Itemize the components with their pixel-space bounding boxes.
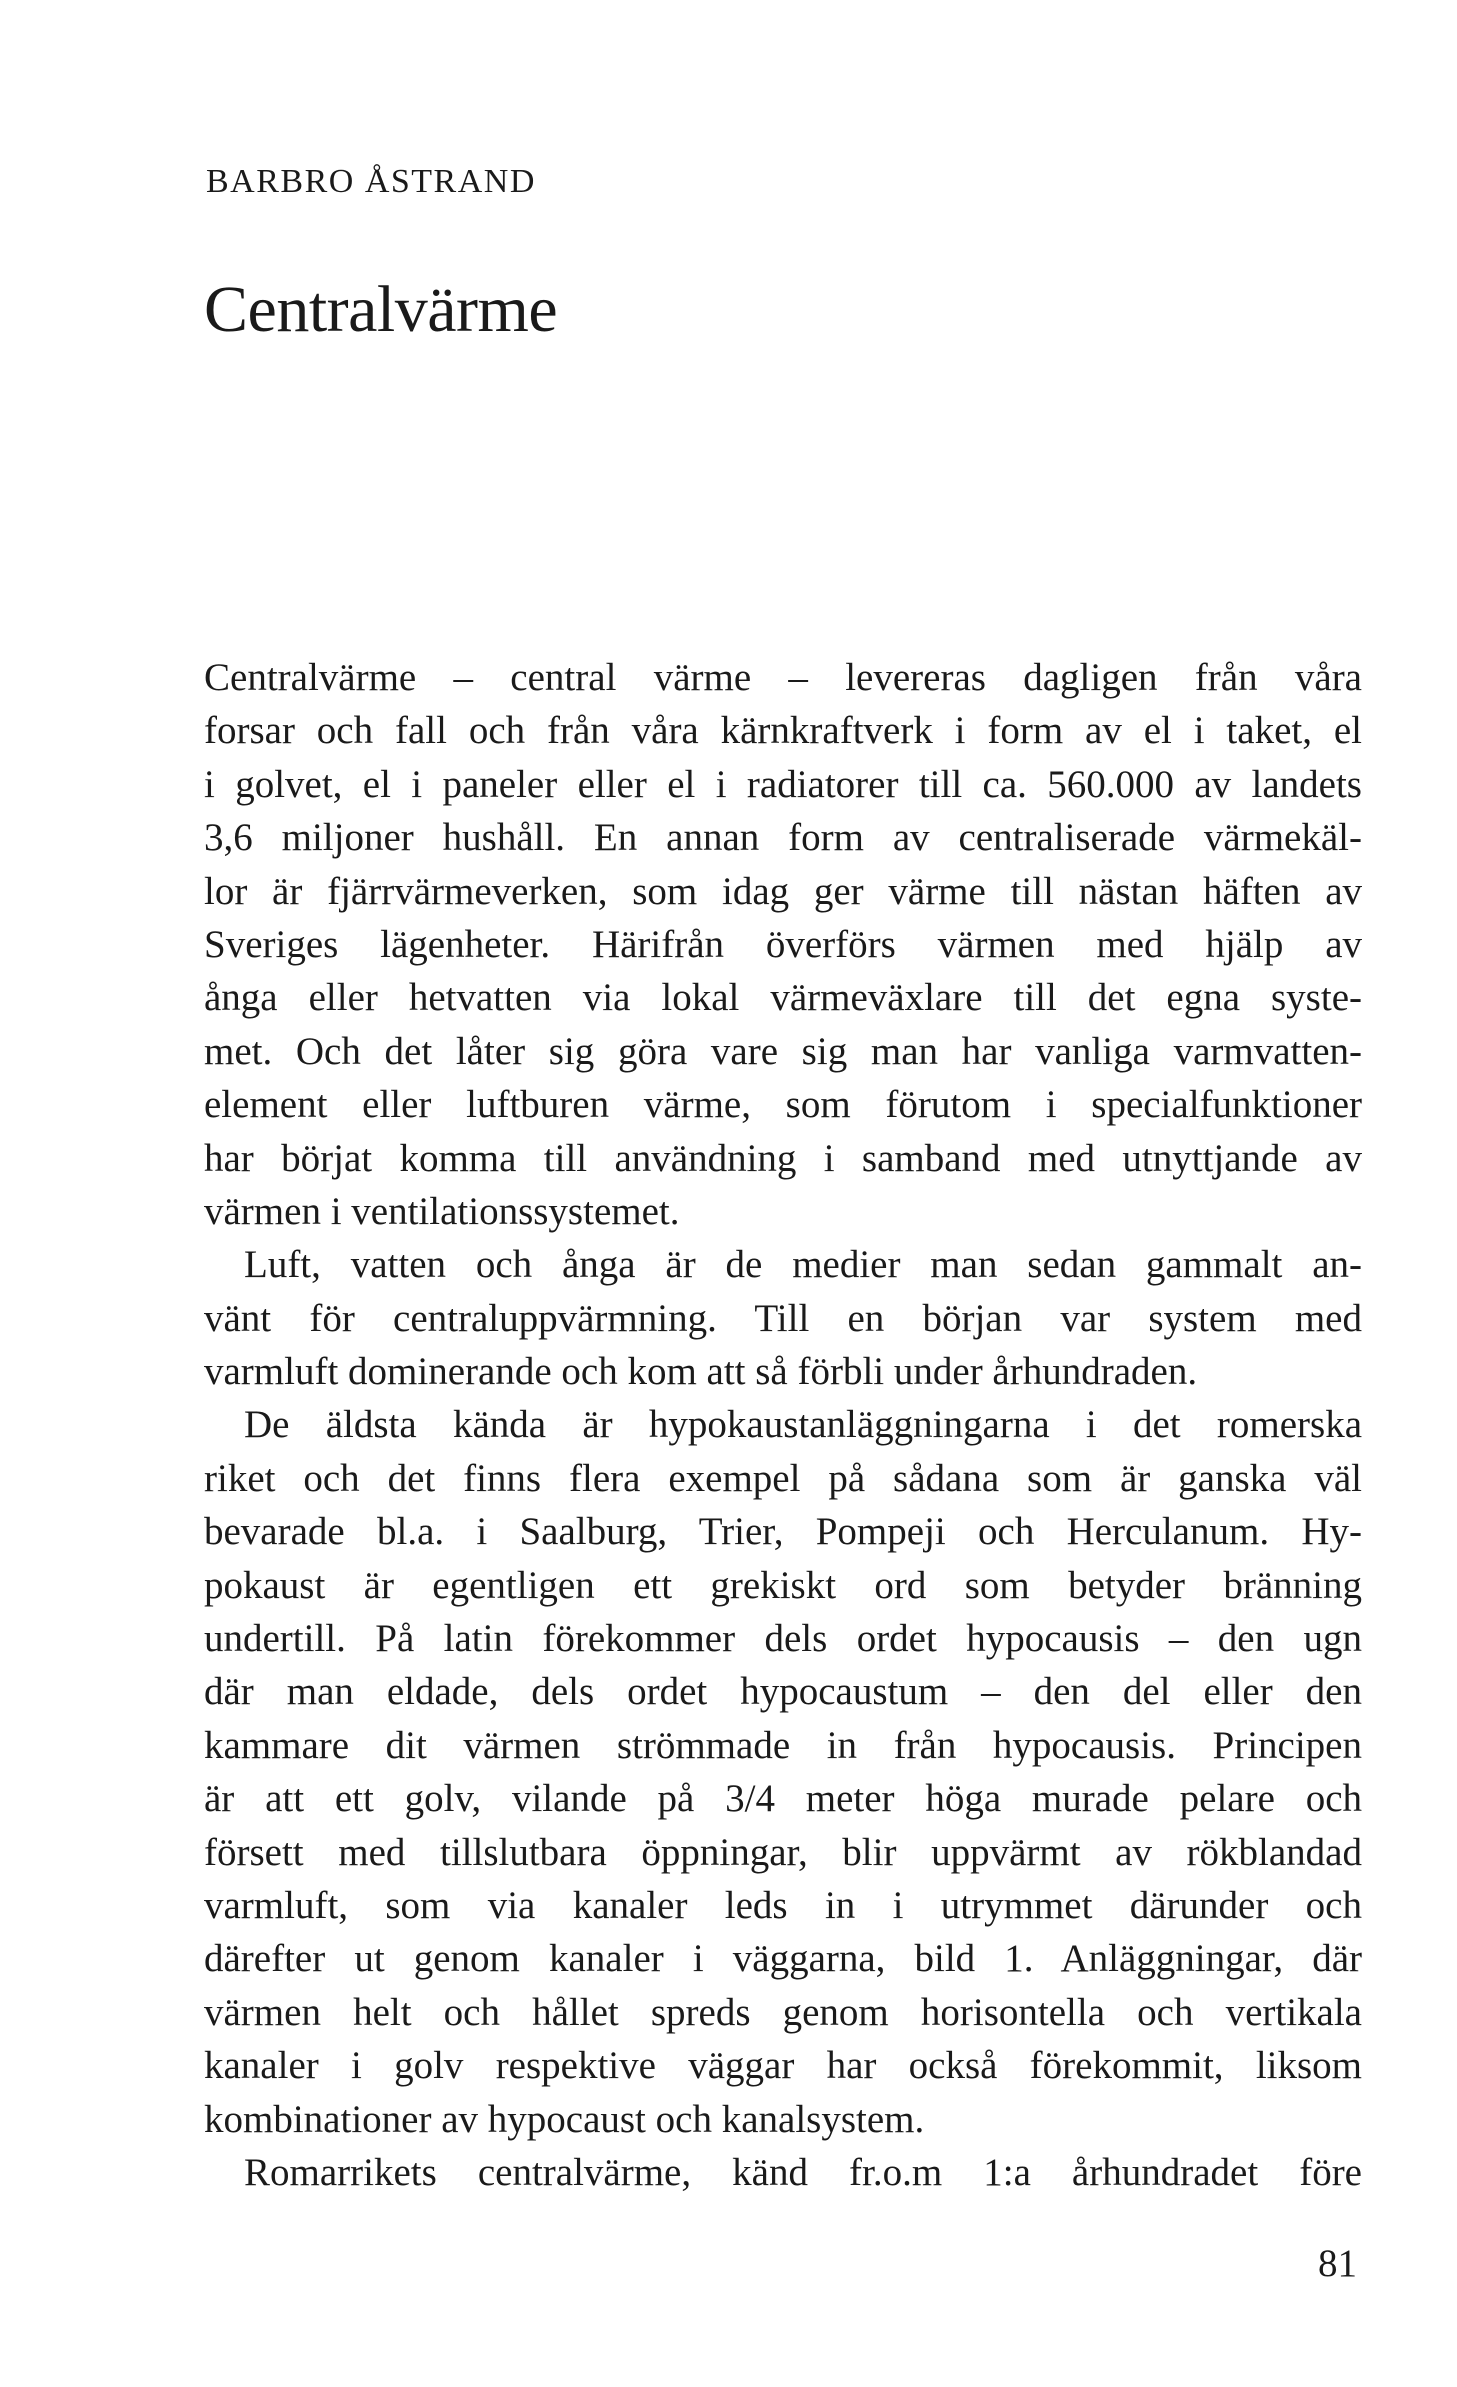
text-line: forsar och fall och från våra kärnkraftverk i form av el i taket, el [204,709,1362,753]
text-line: element eller luftburen värme, som förutom i specialfunktioner [204,1083,1362,1127]
text-line: De äldsta kända är hypokaustanläggningarna i det romerska [244,1403,1362,1447]
text-line: lor är fjärrvärmeverken, som idag ger värme till nästan häften av [204,869,1362,913]
text-line: kombinationer av hypocaust och kanalsystem. [204,2097,925,2141]
text-line: varmluft dominerande och kom att så förbli under århundraden. [204,1350,1198,1394]
text-line: Luft, vatten och ånga är de medier man sedan gammalt an- [244,1243,1362,1287]
text-line: värmen helt och hållet spreds genom horisontella och vertikala [204,1990,1362,2034]
text-line: därefter ut genom kanaler i väggarna, bild 1. Anläggningar, där [204,1937,1362,1981]
text-line: kanaler i golv respektive väggar har också förekommit, liksom [204,2044,1362,2088]
text-line: i golvet, el i paneler eller el i radiatorer till ca. 560.000 av landets [204,762,1362,806]
text-line: kammare dit värmen strömmade in från hypocausis. Principen [204,1723,1362,1767]
text-line: vänt för centraluppvärmning. Till en början var system med [204,1296,1362,1340]
text-line: varmluft, som via kanaler leds in i utrymmet därunder och [204,1883,1362,1927]
text-line: riket och det finns flera exempel på sådana som är ganska väl [204,1456,1362,1500]
text-line: Centralvärme – central värme – levereras dagligen från våra [204,656,1362,699]
text-line: värmen i ventilationssystemet. [204,1189,680,1233]
text-line: Sveriges lägenheter. Härifrån överförs värmen med hjälp av [204,922,1362,966]
text-line: met. Och det låter sig göra vare sig man har vanliga varmvatten- [204,1029,1362,1073]
page-number: 81 [1318,2242,1357,2285]
text-line: undertill. På latin förekommer dels ordet hypocausis – den ugn [204,1617,1362,1661]
text-line: försett med tillslutbara öppningar, blir uppvärmt av rökblandad [204,1830,1362,1874]
text-line: ånga eller hetvatten via lokal värmeväxlare till det egna syste- [204,976,1362,1020]
text-line: där man eldade, dels ordet hypocaustum – den del eller den [204,1670,1362,1714]
text-line: 3,6 miljoner hushåll. En annan form av centraliserade värmekäl- [204,816,1362,860]
chapter-title: Centralvärme [204,273,558,346]
text-line: är att ett golv, vilande på 3/4 meter höga murade pelare och [204,1777,1362,1821]
text-line: bevarade bl.a. i Saalburg, Trier, Pompeji och Herculanum. Hy- [204,1510,1362,1554]
text-line: pokaust är egentligen ett grekiskt ord som betyder bränning [204,1563,1362,1607]
body-text [204,651,1362,2199]
author-name: BARBRO ÅSTRAND [206,163,536,200]
text-line: Romarrikets centralvärme, känd fr.o.m 1:a århundradet före [244,2150,1362,2194]
text-line: har börjat komma till användning i samband med utnyttjande av [204,1136,1362,1180]
